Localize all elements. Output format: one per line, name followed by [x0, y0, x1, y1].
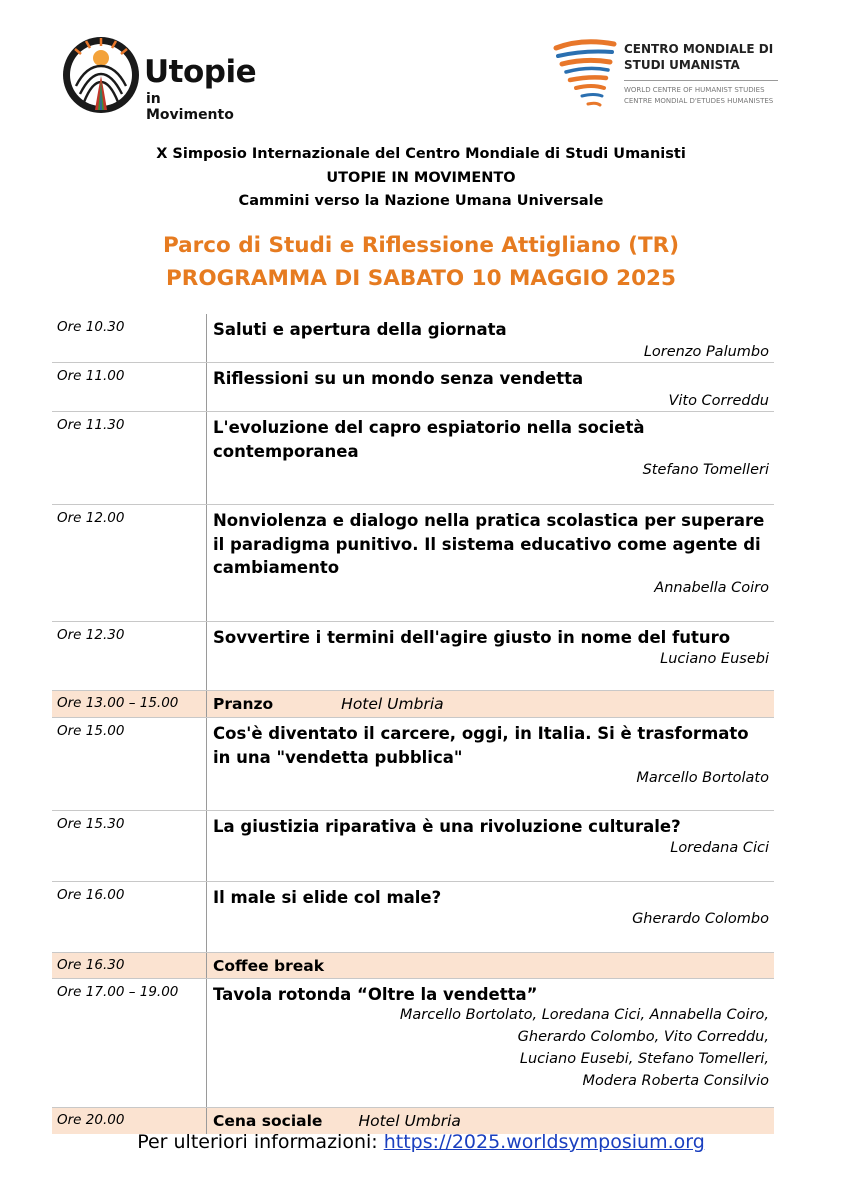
event-header-line2: UTOPIE IN MOVIMENTO — [326, 169, 516, 186]
break-label: Pranzo — [213, 695, 274, 713]
break-title — [213, 694, 768, 714]
column-divider — [206, 622, 207, 690]
schedule-time: Ore 17.00 – 19.00 — [57, 984, 179, 1000]
utopie-logo-name: Utopie — [144, 54, 257, 90]
schedule-row — [52, 505, 774, 622]
break-title — [213, 1111, 768, 1131]
utopie-logo — [62, 36, 257, 123]
talk-title-line: Nonviolenza e dialogo nella pratica scolastica per superare — [213, 511, 765, 530]
talk-title — [213, 416, 768, 463]
column-divider — [206, 718, 207, 810]
schedule-row — [52, 412, 774, 505]
schedule-time: Ore 13.00 – 15.00 — [57, 695, 179, 711]
schedule-time: Ore 11.30 — [57, 417, 125, 433]
speaker-line: Luciano Eusebi, Stefano Tomelleri, — [519, 1051, 769, 1067]
speaker-name: Annabella Coiro — [654, 580, 769, 596]
break-location: Hotel Umbria — [341, 695, 444, 713]
schedule-row — [52, 363, 774, 412]
column-divider — [206, 882, 207, 952]
break-title: Coffee break — [213, 957, 325, 975]
column-divider — [206, 363, 207, 411]
schedule-row — [52, 979, 774, 1108]
talk-title-line: L'evoluzione del capro espiatorio nella società — [213, 418, 645, 437]
column-divider — [206, 811, 207, 881]
schedule-row-break — [52, 953, 774, 979]
program-title-line2: PROGRAMMA DI SABATO 10 MAGGIO 2025 — [166, 266, 676, 291]
swirl-logo-icon — [552, 36, 622, 112]
schedule-time: Ore 16.00 — [57, 887, 125, 903]
talk-title: Saluti e apertura della giornata — [213, 320, 507, 339]
column-divider — [206, 979, 207, 1107]
centro-logo-line1: CENTRO MONDIALE DI — [624, 42, 774, 56]
event-header-line3: Cammini verso la Nazione Umana Universale — [238, 193, 604, 209]
talk-title: La giustizia riparativa è una rivoluzione culturale? — [213, 817, 681, 836]
talk-title: Sovvertire i termini dell'agire giusto in nome del futuro — [213, 628, 731, 647]
schedule-time: Ore 12.00 — [57, 510, 125, 526]
column-divider — [206, 505, 207, 621]
talk-title: Riflessioni su un mondo senza vendetta — [213, 369, 584, 388]
talk-title-line: cambiamento — [213, 558, 340, 577]
event-header-line1: X Simposio Internazionale del Centro Mondiale di Studi Umanisti — [156, 146, 686, 162]
schedule-time: Ore 20.00 — [57, 1112, 125, 1128]
schedule-row — [52, 314, 774, 363]
schedule-row — [52, 718, 774, 811]
talk-title — [213, 509, 768, 580]
centro-logo-line4: CENTRE MONDIAL D'ETUDES HUMANISTES — [624, 97, 774, 105]
footer-info — [0, 1131, 842, 1153]
schedule-time: Ore 12.30 — [57, 627, 125, 643]
talk-title: Il male si elide col male? — [213, 888, 442, 907]
symposium-link[interactable]: https://2025.worldsymposium.org — [383, 1131, 705, 1153]
schedule-row — [52, 811, 774, 882]
talk-title-line: Cos'è diventato il carcere, oggi, in Italia. Si è trasformato — [213, 724, 749, 743]
schedule-row — [52, 882, 774, 953]
speaker-line: Marcello Bortolato, Loredana Cici, Annabella Coiro, — [399, 1007, 769, 1023]
speaker-line: Gherardo Colombo, Vito Correddu, — [517, 1029, 769, 1045]
schedule-time: Ore 16.30 — [57, 957, 125, 973]
schedule-time: Ore 15.00 — [57, 723, 125, 739]
break-label: Cena sociale — [213, 1112, 323, 1130]
centro-logo-line3: WORLD CENTRE OF HUMANIST STUDIES — [624, 86, 765, 94]
centro-logo-line2: STUDI UMANISTA — [624, 58, 740, 72]
program-title — [0, 229, 842, 295]
talk-title-line: contemporanea — [213, 441, 359, 461]
speaker-name: Gherardo Colombo — [632, 911, 769, 927]
footer-label: Per ulteriori informazioni: — [137, 1131, 384, 1153]
speaker-name: Loredana Cici — [670, 840, 769, 856]
program-title-line1: Parco di Studi e Riflessione Attigliano (TR) — [162, 233, 680, 258]
column-divider — [206, 314, 207, 362]
talk-title-line: il paradigma punitivo. Il sistema educativo come agente di — [213, 534, 761, 554]
talk-title: Tavola rotonda “Oltre la vendetta” — [213, 985, 538, 1004]
column-divider — [206, 953, 207, 978]
event-header — [0, 143, 842, 214]
speaker-line: Modera Roberta Consilvio — [582, 1073, 769, 1089]
schedule-time: Ore 15.30 — [57, 816, 125, 832]
centro-mondiale-logo — [552, 36, 792, 116]
schedule-row-break — [52, 691, 774, 718]
speaker-name: Luciano Eusebi — [660, 651, 769, 667]
talk-title — [213, 722, 768, 769]
schedule-row — [52, 622, 774, 691]
panel-speakers — [400, 1004, 769, 1092]
column-divider — [206, 691, 207, 717]
talk-title-line: in una "vendetta pubblica" — [213, 747, 463, 767]
column-divider — [206, 412, 207, 504]
speaker-name: Stefano Tomelleri — [642, 462, 769, 478]
speaker-name: Lorenzo Palumbo — [643, 344, 769, 360]
schedule-time: Ore 10.30 — [57, 319, 125, 335]
break-location: Hotel Umbria — [358, 1112, 461, 1130]
speaker-name: Marcello Bortolato — [636, 770, 769, 786]
speaker-name: Vito Correddu — [668, 393, 769, 409]
utopie-logo-sub: in Movimento — [146, 91, 234, 123]
utopie-emblem-icon — [62, 36, 140, 114]
logo-divider — [624, 80, 778, 81]
schedule-table — [52, 314, 774, 1134]
schedule-time: Ore 11.00 — [57, 368, 125, 384]
